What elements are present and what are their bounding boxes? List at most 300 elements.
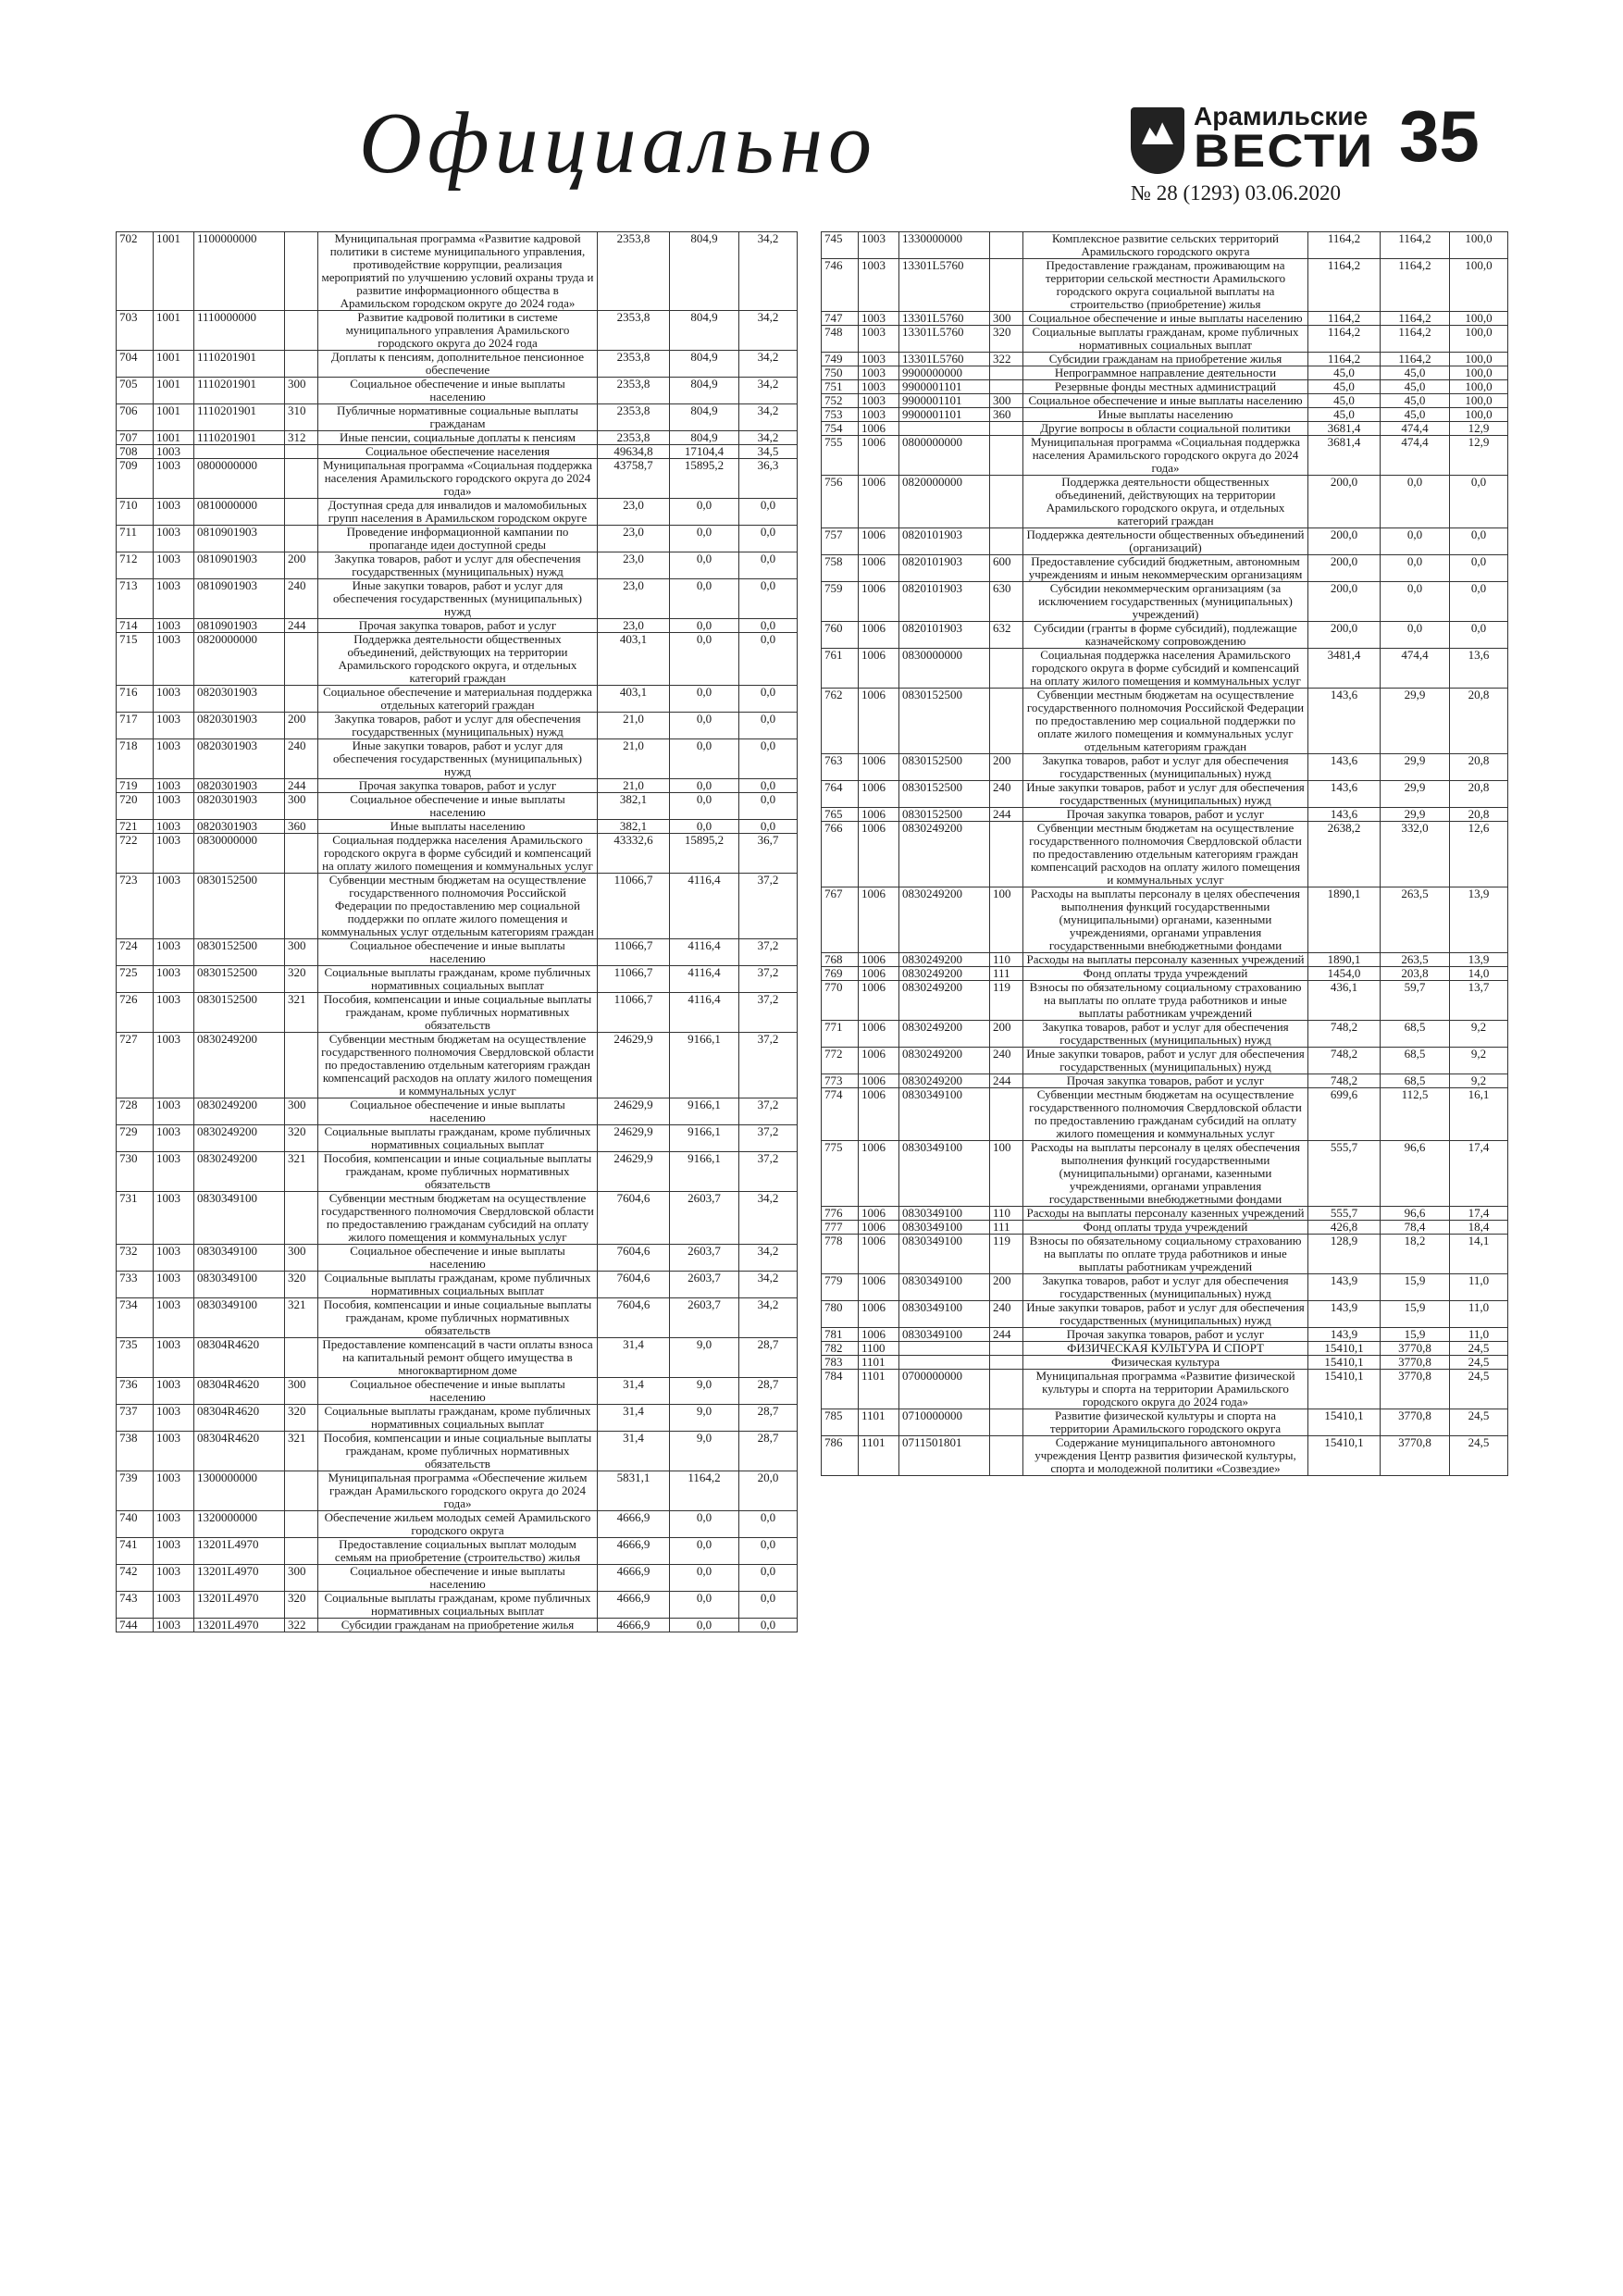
- row-number: 736: [117, 1378, 154, 1405]
- planned-amount: 1454,0: [1308, 967, 1381, 981]
- expense-name: Социальные выплаты гражданам, кроме публичных нормативных социальных выплат: [318, 1592, 598, 1619]
- expense-name: Доступная среда для инвалидов и маломобильных групп населения в Арамильском городском округе: [318, 499, 598, 526]
- executed-amount: 0,0: [670, 820, 739, 834]
- table-row: [117, 378, 798, 404]
- section-code: 1001: [154, 351, 194, 378]
- planned-amount: 43758,7: [598, 459, 670, 499]
- article-code: 0711501801: [899, 1436, 990, 1476]
- row-number: 727: [117, 1033, 154, 1098]
- row-number: 755: [822, 436, 859, 476]
- execution-percent: 0,0: [1450, 555, 1508, 582]
- article-code: 13201L4970: [194, 1592, 285, 1619]
- article-code: [899, 422, 990, 436]
- execution-percent: 0,0: [739, 1565, 798, 1592]
- section-code: 1003: [859, 394, 899, 408]
- execution-percent: 37,2: [739, 1152, 798, 1192]
- execution-percent: 34,2: [739, 1245, 798, 1272]
- article-code: 0830349100: [899, 1301, 990, 1328]
- row-number: 708: [117, 445, 154, 459]
- expense-name: Физическая культура: [1023, 1356, 1308, 1370]
- planned-amount: 200,0: [1308, 622, 1381, 649]
- planned-amount: 4666,9: [598, 1592, 670, 1619]
- row-number: 765: [822, 808, 859, 822]
- planned-amount: 200,0: [1308, 528, 1381, 555]
- planned-amount: 11066,7: [598, 874, 670, 939]
- executed-amount: 68,5: [1381, 1048, 1450, 1074]
- expense-type: 200: [285, 552, 318, 579]
- row-number: 713: [117, 579, 154, 619]
- executed-amount: 804,9: [670, 431, 739, 445]
- executed-amount: 18,2: [1381, 1235, 1450, 1274]
- execution-percent: 9,2: [1450, 1074, 1508, 1088]
- row-number: 759: [822, 582, 859, 622]
- expense-type: 244: [990, 808, 1023, 822]
- expense-name: Поддержка деятельности общественных объединений, действующих на территории Арамильского городского округа, и отдельных категорий граждан: [1023, 476, 1308, 528]
- executed-amount: 9,0: [670, 1378, 739, 1405]
- execution-percent: 34,2: [739, 1298, 798, 1338]
- article-code: 0830349100: [899, 1328, 990, 1342]
- executed-amount: 203,8: [1381, 967, 1450, 981]
- execution-percent: 100,0: [1450, 353, 1508, 366]
- expense-name: Прочая закупка товаров, работ и услуг: [318, 619, 598, 633]
- execution-percent: 0,0: [1450, 622, 1508, 649]
- execution-percent: 100,0: [1450, 259, 1508, 312]
- expense-name: Муниципальная программа «Развитие кадровой политики в системе муниципального управления, противодействие коррупции, реализация мероприятий по улучшению условий охраны труда и развитие информационного общества в Арамильском городском округе до 2024 года»: [318, 232, 598, 311]
- section-code: 1006: [859, 1088, 899, 1141]
- expense-name: Иные закупки товаров, работ и услуг для обеспечения государственных (муниципальных) нужд: [318, 579, 598, 619]
- row-number: 722: [117, 834, 154, 874]
- execution-percent: 20,8: [1450, 754, 1508, 781]
- table-row: [822, 822, 1508, 887]
- expense-type: 300: [285, 1098, 318, 1125]
- expense-name: Муниципальная программа «Обеспечение жильем граждан Арамильского городского округа до 2024 года»: [318, 1471, 598, 1511]
- section-code: 1003: [154, 1152, 194, 1192]
- row-number: 780: [822, 1301, 859, 1328]
- expense-name: Пособия, компенсации и иные социальные выплаты гражданам, кроме публичных нормативных обязательств: [318, 1298, 598, 1338]
- executed-amount: 0,0: [670, 526, 739, 552]
- executed-amount: 0,0: [670, 552, 739, 579]
- row-number: 738: [117, 1432, 154, 1471]
- execution-percent: 24,5: [1450, 1436, 1508, 1476]
- section-code: 1006: [859, 582, 899, 622]
- article-code: 13301L5760: [899, 326, 990, 353]
- table-row: [117, 793, 798, 820]
- row-number: 749: [822, 353, 859, 366]
- expense-type: [285, 459, 318, 499]
- table-row: [117, 1125, 798, 1152]
- expense-name: Социальные выплаты гражданам, кроме публичных нормативных социальных выплат: [318, 1272, 598, 1298]
- expense-type: 244: [990, 1074, 1023, 1088]
- expense-name: Предоставление субсидий бюджетным, автономным учреждениям и иным некоммерческим организациям: [1023, 555, 1308, 582]
- table-row: [117, 1471, 798, 1511]
- planned-amount: 23,0: [598, 619, 670, 633]
- execution-percent: 20,8: [1450, 689, 1508, 754]
- table-row: [822, 1088, 1508, 1141]
- article-code: 0830152500: [899, 808, 990, 822]
- execution-percent: 20,0: [739, 1471, 798, 1511]
- section-code: 1003: [154, 1338, 194, 1378]
- planned-amount: 436,1: [1308, 981, 1381, 1021]
- expense-name: Субсидии некоммерческим организациям (за исключением государственных (муниципальных) учреждений): [1023, 582, 1308, 622]
- section-code: 1006: [859, 953, 899, 967]
- execution-percent: 0,0: [1450, 528, 1508, 555]
- section-code: 1003: [154, 526, 194, 552]
- section-code: 1003: [859, 353, 899, 366]
- expense-type: 119: [990, 981, 1023, 1021]
- expense-type: [285, 526, 318, 552]
- executed-amount: 474,4: [1381, 649, 1450, 689]
- row-number: 761: [822, 649, 859, 689]
- table-row: [822, 1436, 1508, 1476]
- article-code: 0830349100: [899, 1221, 990, 1235]
- expense-type: [990, 1356, 1023, 1370]
- row-number: 717: [117, 713, 154, 739]
- table-row: [117, 1619, 798, 1632]
- execution-percent: 9,2: [1450, 1021, 1508, 1048]
- section-code: 1003: [154, 1378, 194, 1405]
- execution-percent: 13,6: [1450, 649, 1508, 689]
- execution-percent: 12,6: [1450, 822, 1508, 887]
- execution-percent: 12,9: [1450, 436, 1508, 476]
- section-code: 1006: [859, 622, 899, 649]
- expense-name: Социальное обеспечение и иные выплаты населению: [318, 1378, 598, 1405]
- table-row: [822, 781, 1508, 808]
- article-code: 1300000000: [194, 1471, 285, 1511]
- article-code: 0830249200: [194, 1098, 285, 1125]
- planned-amount: 7604,6: [598, 1272, 670, 1298]
- execution-percent: 24,5: [1450, 1409, 1508, 1436]
- table-row: [822, 649, 1508, 689]
- row-number: 748: [822, 326, 859, 353]
- expense-type: [990, 1088, 1023, 1141]
- row-number: 728: [117, 1098, 154, 1125]
- expense-name: Закупка товаров, работ и услуг для обеспечения государственных (муниципальных) нужд: [1023, 1274, 1308, 1301]
- executed-amount: 1164,2: [1381, 312, 1450, 326]
- article-code: 08304R4620: [194, 1405, 285, 1432]
- planned-amount: 1890,1: [1308, 953, 1381, 967]
- expense-name: Поддержка деятельности общественных объединений (организаций): [1023, 528, 1308, 555]
- article-code: 9900001101: [899, 408, 990, 422]
- row-number: 709: [117, 459, 154, 499]
- section-code: 1003: [154, 686, 194, 713]
- expense-type: [285, 1033, 318, 1098]
- article-code: [899, 1342, 990, 1356]
- execution-percent: 0,0: [739, 1619, 798, 1632]
- executed-amount: 9,0: [670, 1338, 739, 1378]
- row-number: 734: [117, 1298, 154, 1338]
- section-code: 1003: [154, 1565, 194, 1592]
- article-code: 0830349100: [899, 1088, 990, 1141]
- expense-name: Фонд оплаты труда учреждений: [1023, 1221, 1308, 1235]
- section-code: 1003: [154, 1538, 194, 1565]
- executed-amount: 17104,4: [670, 445, 739, 459]
- article-code: 13301L5760: [899, 312, 990, 326]
- section-code: 1006: [859, 555, 899, 582]
- section-code: 1003: [859, 312, 899, 326]
- article-code: 0810901903: [194, 526, 285, 552]
- section-code: 1003: [154, 713, 194, 739]
- executed-amount: 9166,1: [670, 1125, 739, 1152]
- row-number: 707: [117, 431, 154, 445]
- expense-name: Другие вопросы в области социальной политики: [1023, 422, 1308, 436]
- article-code: 0830152500: [194, 874, 285, 939]
- table-row: [117, 1565, 798, 1592]
- expense-name: Расходы на выплаты персоналу в целях обеспечения выполнения функций государственными (муниципальными) органами, казенными учреждениями, органами управления государственными внебюджетными фондами: [1023, 1141, 1308, 1207]
- row-number: 764: [822, 781, 859, 808]
- expense-type: 320: [285, 1272, 318, 1298]
- table-row: [117, 459, 798, 499]
- expense-name: Предоставление социальных выплат молодым семьям на приобретение (строительство) жилья: [318, 1538, 598, 1565]
- section-code: 1003: [154, 619, 194, 633]
- row-number: 771: [822, 1021, 859, 1048]
- expense-name: Социальное обеспечение и иные выплаты населению: [318, 939, 598, 966]
- expense-name: Иные выплаты населению: [318, 820, 598, 834]
- execution-percent: 11,0: [1450, 1274, 1508, 1301]
- article-code: 0830000000: [899, 649, 990, 689]
- table-row: [117, 526, 798, 552]
- execution-percent: 100,0: [1450, 326, 1508, 353]
- executed-amount: 9,0: [670, 1405, 739, 1432]
- expense-type: [285, 1192, 318, 1245]
- table-row: [117, 874, 798, 939]
- article-code: 0830249200: [194, 1152, 285, 1192]
- article-code: 9900001101: [899, 394, 990, 408]
- expense-type: 312: [285, 431, 318, 445]
- expense-type: 119: [990, 1235, 1023, 1274]
- row-number: 751: [822, 380, 859, 394]
- executed-amount: 474,4: [1381, 422, 1450, 436]
- section-code: 1001: [154, 431, 194, 445]
- expense-name: Закупка товаров, работ и услуг для обеспечения государственных (муниципальных) нужд: [1023, 1021, 1308, 1048]
- section-code: 1001: [154, 404, 194, 431]
- planned-amount: 24629,9: [598, 1033, 670, 1098]
- executed-amount: 29,9: [1381, 689, 1450, 754]
- expense-name: Резервные фонды местных администраций: [1023, 380, 1308, 394]
- planned-amount: 5831,1: [598, 1471, 670, 1511]
- expense-type: 240: [285, 579, 318, 619]
- expense-type: 111: [990, 967, 1023, 981]
- article-code: 08304R4620: [194, 1338, 285, 1378]
- article-code: 0830249200: [899, 822, 990, 887]
- row-number: 752: [822, 394, 859, 408]
- executed-amount: 15895,2: [670, 459, 739, 499]
- executed-amount: 0,0: [670, 686, 739, 713]
- expense-type: [285, 633, 318, 686]
- execution-percent: 11,0: [1450, 1328, 1508, 1342]
- row-number: 732: [117, 1245, 154, 1272]
- row-number: 719: [117, 779, 154, 793]
- expense-type: 100: [990, 1141, 1023, 1207]
- execution-percent: 100,0: [1450, 232, 1508, 259]
- planned-amount: 45,0: [1308, 394, 1381, 408]
- execution-percent: 0,0: [739, 820, 798, 834]
- article-code: 0830249200: [899, 1021, 990, 1048]
- row-number: 757: [822, 528, 859, 555]
- expense-name: Взносы по обязательному социальному страхованию на выплаты по оплате труда работников и иные выплаты работникам учреждений: [1023, 1235, 1308, 1274]
- article-code: 1110000000: [194, 311, 285, 351]
- section-code: 1100: [859, 1342, 899, 1356]
- article-code: 0830349100: [899, 1235, 990, 1274]
- execution-percent: 100,0: [1450, 380, 1508, 394]
- table-row: [822, 353, 1508, 366]
- article-code: 08304R4620: [194, 1432, 285, 1471]
- execution-percent: 13,9: [1450, 887, 1508, 953]
- planned-amount: 21,0: [598, 713, 670, 739]
- article-code: 1110201901: [194, 351, 285, 378]
- execution-percent: 0,0: [739, 1592, 798, 1619]
- expense-type: 240: [990, 1301, 1023, 1328]
- execution-percent: 13,7: [1450, 981, 1508, 1021]
- article-code: 0830349100: [899, 1274, 990, 1301]
- row-number: 740: [117, 1511, 154, 1538]
- planned-amount: 699,6: [1308, 1088, 1381, 1141]
- row-number: 724: [117, 939, 154, 966]
- expense-name: Социальное обеспечение и иные выплаты населению: [318, 793, 598, 820]
- section-code: 1003: [154, 966, 194, 993]
- execution-percent: 0,0: [1450, 476, 1508, 528]
- expense-name: Расходы на выплаты персоналу в целях обеспечения выполнения функций государственными (муниципальными) органами, казенными учреждениями, органами управления государственными внебюджетными фондами: [1023, 887, 1308, 953]
- table-row: [822, 689, 1508, 754]
- planned-amount: 21,0: [598, 779, 670, 793]
- section-code: 1003: [154, 1619, 194, 1632]
- planned-amount: 143,9: [1308, 1328, 1381, 1342]
- executed-amount: 0,0: [670, 793, 739, 820]
- section-code: 1006: [859, 1235, 899, 1274]
- executed-amount: 3770,8: [1381, 1409, 1450, 1436]
- expense-type: 244: [285, 619, 318, 633]
- section-code: 1101: [859, 1356, 899, 1370]
- executed-amount: 1164,2: [670, 1471, 739, 1511]
- section-code: 1003: [154, 1272, 194, 1298]
- table-row: [822, 754, 1508, 781]
- table-row: [117, 1298, 798, 1338]
- execution-percent: 37,2: [739, 1033, 798, 1098]
- expense-name: Социальное обеспечение и материальная поддержка отдельных категорий граждан: [318, 686, 598, 713]
- expense-type: [990, 528, 1023, 555]
- expense-type: 300: [285, 1565, 318, 1592]
- expense-type: 321: [285, 1152, 318, 1192]
- expense-name: Субвенции местным бюджетам на осуществление государственного полномочия Свердловской области по предоставлению отдельным категориям граждан компенсаций расходов на оплату жилого помещения и коммунальных услуг: [1023, 822, 1308, 887]
- table-row: [117, 579, 798, 619]
- row-number: 786: [822, 1436, 859, 1476]
- expense-type: [285, 1538, 318, 1565]
- executed-amount: 45,0: [1381, 366, 1450, 380]
- row-number: 721: [117, 820, 154, 834]
- planned-amount: 3681,4: [1308, 422, 1381, 436]
- execution-percent: 20,8: [1450, 781, 1508, 808]
- expense-type: 300: [285, 378, 318, 404]
- expense-type: [990, 422, 1023, 436]
- table-row: [117, 713, 798, 739]
- article-code: 0820101903: [899, 555, 990, 582]
- article-code: 0710000000: [899, 1409, 990, 1436]
- expense-name: Публичные нормативные социальные выплаты гражданам: [318, 404, 598, 431]
- expense-type: 200: [285, 713, 318, 739]
- row-number: 703: [117, 311, 154, 351]
- row-number: 704: [117, 351, 154, 378]
- executed-amount: 0,0: [1381, 555, 1450, 582]
- execution-percent: 34,2: [739, 431, 798, 445]
- article-code: 0820301903: [194, 779, 285, 793]
- section-code: 1003: [154, 1432, 194, 1471]
- expense-name: Социальное обеспечение и иные выплаты населению: [318, 1245, 598, 1272]
- section-code: 1003: [859, 326, 899, 353]
- execution-percent: 34,5: [739, 445, 798, 459]
- section-code: 1006: [859, 981, 899, 1021]
- table-row: [117, 1152, 798, 1192]
- expense-type: 244: [990, 1328, 1023, 1342]
- planned-amount: 24629,9: [598, 1152, 670, 1192]
- table-row: [822, 1342, 1508, 1356]
- expense-name: Иные выплаты населению: [1023, 408, 1308, 422]
- row-number: 714: [117, 619, 154, 633]
- execution-percent: 18,4: [1450, 1221, 1508, 1235]
- row-number: 781: [822, 1328, 859, 1342]
- expense-name: Пособия, компенсации и иные социальные выплаты гражданам, кроме публичных нормативных обязательств: [318, 1432, 598, 1471]
- planned-amount: 24629,9: [598, 1098, 670, 1125]
- executed-amount: 15,9: [1381, 1274, 1450, 1301]
- planned-amount: 200,0: [1308, 476, 1381, 528]
- executed-amount: 0,0: [670, 633, 739, 686]
- table-row: [117, 739, 798, 779]
- section-code: 1006: [859, 1221, 899, 1235]
- row-number: 756: [822, 476, 859, 528]
- expense-type: [285, 1471, 318, 1511]
- section-code: 1006: [859, 1074, 899, 1088]
- executed-amount: 4116,4: [670, 874, 739, 939]
- expense-name: Социальные выплаты гражданам, кроме публичных нормативных социальных выплат: [1023, 326, 1308, 353]
- table-row: [822, 1141, 1508, 1207]
- expense-name: Расходы на выплаты персоналу казенных учреждений: [1023, 1207, 1308, 1221]
- expense-type: 300: [285, 939, 318, 966]
- section-code: 1001: [154, 311, 194, 351]
- table-row: [117, 1592, 798, 1619]
- expense-type: [285, 311, 318, 351]
- table-row: [822, 967, 1508, 981]
- expense-type: 321: [285, 1298, 318, 1338]
- article-code: 0830152500: [899, 754, 990, 781]
- executed-amount: 2603,7: [670, 1272, 739, 1298]
- planned-amount: 748,2: [1308, 1074, 1381, 1088]
- executed-amount: 15,9: [1381, 1328, 1450, 1342]
- planned-amount: 45,0: [1308, 408, 1381, 422]
- row-number: 745: [822, 232, 859, 259]
- article-code: 0830152500: [899, 689, 990, 754]
- planned-amount: 31,4: [598, 1378, 670, 1405]
- section-code: 1003: [859, 380, 899, 394]
- execution-percent: 37,2: [739, 1098, 798, 1125]
- expense-type: 300: [285, 1245, 318, 1272]
- row-number: 739: [117, 1471, 154, 1511]
- expense-type: 600: [990, 555, 1023, 582]
- expense-type: [990, 1342, 1023, 1356]
- section-code: 1003: [154, 1405, 194, 1432]
- executed-amount: 2603,7: [670, 1245, 739, 1272]
- executed-amount: 3770,8: [1381, 1356, 1450, 1370]
- execution-percent: 17,4: [1450, 1141, 1508, 1207]
- article-code: 0700000000: [899, 1370, 990, 1409]
- table-row: [822, 981, 1508, 1021]
- expense-type: 300: [285, 1378, 318, 1405]
- executed-amount: 0,0: [670, 739, 739, 779]
- article-code: 0830349100: [899, 1141, 990, 1207]
- row-number: 769: [822, 967, 859, 981]
- section-code: 1003: [154, 779, 194, 793]
- table-row: [822, 408, 1508, 422]
- article-code: 0810000000: [194, 499, 285, 526]
- expense-type: 322: [285, 1619, 318, 1632]
- article-code: 0800000000: [899, 436, 990, 476]
